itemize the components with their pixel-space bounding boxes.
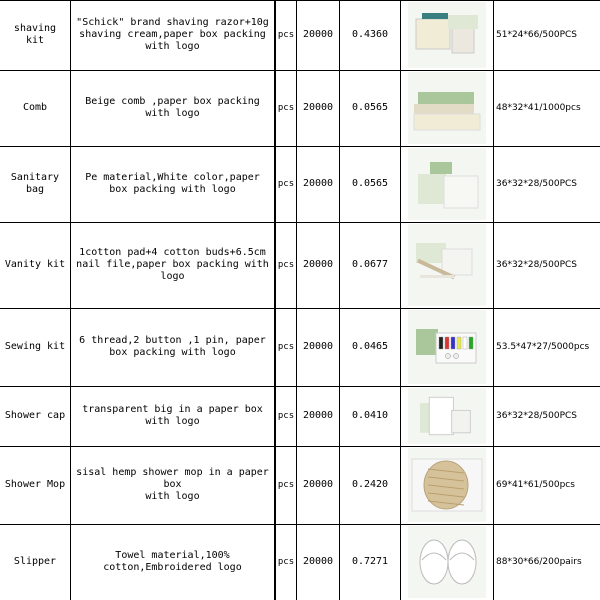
description-cell: transparent big in a paper box with logo <box>82 404 263 427</box>
unit-price-cell: 0.0677 <box>351 259 389 270</box>
quantity-cell: 20000 <box>302 479 334 490</box>
product-name-cell: Comb <box>22 102 48 113</box>
unit-price-cell: 0.0565 <box>351 178 389 189</box>
product-image-cell <box>401 0 493 70</box>
column-divider <box>296 0 297 600</box>
column-divider <box>339 0 340 600</box>
product-name-cell: Sewing kit <box>4 341 66 352</box>
description-cell: 6 thread,2 button ,1 pin, paper box packing with logo <box>79 335 266 358</box>
table-row <box>0 0 600 70</box>
vanity-kit-photo <box>408 224 486 306</box>
row-divider <box>0 524 600 525</box>
slipper-photo-image <box>408 526 486 598</box>
sanitary-bag-photo <box>408 148 486 220</box>
quantity-cell: 20000 <box>302 410 334 421</box>
comb-photo-image <box>408 72 486 144</box>
column-divider <box>70 0 71 600</box>
unit-price-cell: 0.2420 <box>351 479 389 490</box>
unit-cell: pcs <box>277 480 295 490</box>
shower-cap-photo <box>408 388 486 444</box>
shaving-kit-photo <box>408 2 486 68</box>
unit-cell: pcs <box>277 342 295 352</box>
description-cell: Pe material,White color,paper box packing with logo <box>85 172 260 195</box>
packing-cell: 48*32*41/1000pcs <box>496 103 581 113</box>
product-name-cell: Sanitary bag <box>10 172 60 195</box>
product-image-cell <box>401 446 493 524</box>
quantity-cell: 20000 <box>302 178 334 189</box>
product-name-cell: Shower cap <box>4 410 66 421</box>
unit-cell: pcs <box>277 103 295 113</box>
packing-cell: 88*30*66/200pairs <box>496 557 582 567</box>
row-divider <box>0 146 600 147</box>
packing-cell: 69*41*61/500pcs <box>496 480 575 490</box>
sanitary-bag-photo-image <box>408 148 486 220</box>
description-cell: 1cotton pad+4 cotton buds+6.5cm nail file,paper box packing with logo <box>76 247 269 282</box>
table-row <box>0 70 600 146</box>
quantity-cell: 20000 <box>302 102 334 113</box>
unit-price-cell: 0.7271 <box>351 556 389 567</box>
shower-mop-photo <box>408 448 486 522</box>
column-divider <box>400 0 401 600</box>
product-image-cell <box>401 524 493 600</box>
product-image-cell <box>401 146 493 222</box>
column-divider <box>493 0 494 600</box>
product-name-cell: shaving kit <box>13 23 57 46</box>
sewing-kit-photo-image <box>408 310 486 384</box>
unit-price-cell: 0.0565 <box>351 102 389 113</box>
unit-price-cell: 0.4360 <box>351 29 389 40</box>
product-image-cell <box>401 222 493 308</box>
description-cell: sisal hemp shower mop in a paper box with logo <box>76 467 269 502</box>
packing-cell: 36*32*28/500PCS <box>496 179 577 189</box>
row-divider <box>0 70 600 71</box>
slipper-photo <box>408 526 486 598</box>
quantity-cell: 20000 <box>302 341 334 352</box>
unit-cell: pcs <box>277 557 295 567</box>
row-divider <box>0 446 600 447</box>
vanity-kit-photo-image <box>408 224 486 306</box>
description-cell: Towel material,100% cotton,Embroidered logo <box>103 550 242 573</box>
product-image-cell <box>401 386 493 446</box>
product-name-cell: Shower Mop <box>4 479 66 490</box>
unit-cell: pcs <box>277 179 295 189</box>
description-cell: "Schick" brand shaving razor+10g shaving cream,paper box packing with logo <box>76 17 269 52</box>
shower-mop-photo-image <box>408 448 486 522</box>
table-row <box>0 524 600 600</box>
unit-cell: pcs <box>277 260 295 270</box>
packing-cell: 36*32*28/500PCS <box>496 260 577 270</box>
unit-cell: pcs <box>277 411 295 421</box>
product-image-cell <box>401 308 493 386</box>
row-divider <box>0 386 600 387</box>
comb-photo <box>408 72 486 144</box>
row-divider <box>0 308 600 309</box>
packing-cell: 36*32*28/500PCS <box>496 411 577 421</box>
packing-cell: 51*24*66/500PCS <box>496 30 577 40</box>
table-row <box>0 386 600 446</box>
table-row <box>0 308 600 386</box>
quantity-cell: 20000 <box>302 556 334 567</box>
quantity-cell: 20000 <box>302 29 334 40</box>
shower-cap-photo-image <box>408 388 486 444</box>
table-row <box>0 446 600 524</box>
packing-cell: 53.5*47*27/5000pcs <box>496 342 590 352</box>
table-row <box>0 146 600 222</box>
product-name-cell: Slipper <box>13 556 57 567</box>
row-divider <box>0 222 600 223</box>
row-divider <box>0 0 600 1</box>
unit-price-cell: 0.0465 <box>351 341 389 352</box>
quantity-cell: 20000 <box>302 259 334 270</box>
sewing-kit-photo <box>408 310 486 384</box>
table-row <box>0 222 600 308</box>
column-divider <box>274 0 276 600</box>
description-cell: Beige comb ,paper box packing with logo <box>85 96 260 119</box>
shaving-kit-photo-image <box>408 2 486 68</box>
unit-cell: pcs <box>277 30 295 40</box>
product-name-cell: Vanity kit <box>4 259 66 270</box>
unit-price-cell: 0.0410 <box>351 410 389 421</box>
product-image-cell <box>401 70 493 146</box>
